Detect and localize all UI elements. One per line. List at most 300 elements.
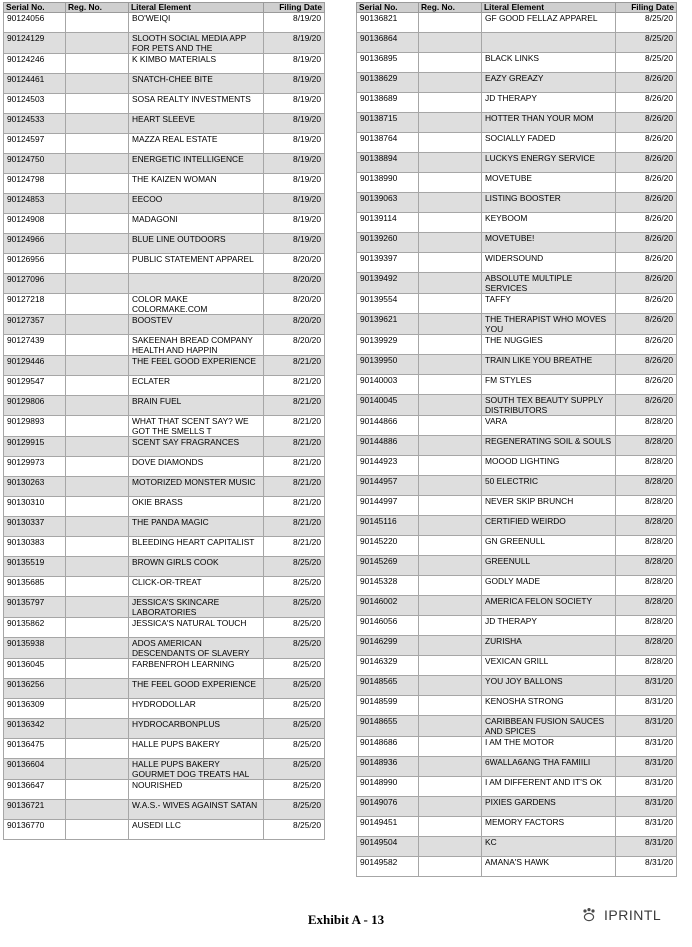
cell-reg [419,355,482,375]
cell-literal: JD THERAPY [482,93,616,113]
table-row [357,213,677,233]
col-header-serial: Serial No. [357,3,419,13]
table-row [4,335,325,356]
cell-reg [66,537,129,557]
col-header-reg: Reg. No. [419,3,482,13]
cell-literal: THE PANDA MAGIC [129,517,264,537]
table-row [357,716,677,737]
cell-date: 8/19/20 [264,94,325,114]
cell-serial: 90126956 [4,254,66,274]
cell-date: 8/19/20 [264,33,325,54]
cell-date: 8/25/20 [264,780,325,800]
cell-literal: BLACK LINKS [482,53,616,73]
cell-serial: 90145220 [357,536,419,556]
cell-reg [66,416,129,437]
cell-literal: THE FEEL GOOD EXPERIENCE [129,356,264,376]
table-row [4,376,325,396]
table-row [4,820,325,840]
col-header-literal: Literal Element [482,3,616,13]
cell-date: 8/26/20 [616,294,677,314]
cell-date: 8/26/20 [616,93,677,113]
cell-date: 8/25/20 [264,739,325,759]
cell-reg [66,699,129,719]
cell-literal: W.A.S.- WIVES AGAINST SATAN [129,800,264,820]
table-row [4,800,325,820]
cell-serial: 90136721 [4,800,66,820]
cell-serial: 90139929 [357,335,419,355]
cell-reg [419,233,482,253]
cell-date: 8/19/20 [264,214,325,234]
table-row [4,659,325,679]
table-row [357,696,677,716]
cell-date: 8/31/20 [616,777,677,797]
cell-serial: 90146056 [357,616,419,636]
cell-date: 8/25/20 [264,659,325,679]
cell-date: 8/28/20 [616,456,677,476]
cell-date: 8/21/20 [264,457,325,477]
cell-reg [419,556,482,576]
table-row [357,93,677,113]
cell-literal: ECLATER [129,376,264,396]
table-row [4,416,325,437]
cell-reg [66,477,129,497]
table-row [357,53,677,73]
table-row [357,476,677,496]
table-row [4,294,325,315]
cell-literal: BLEEDING HEART CAPITALIST [129,537,264,557]
cell-literal: TRAIN LIKE YOU BREATHE [482,355,616,375]
cell-reg [419,314,482,335]
cell-serial: 90138689 [357,93,419,113]
cell-date: 8/26/20 [616,395,677,416]
cell-date: 8/19/20 [264,114,325,134]
cell-literal: MOVETUBE! [482,233,616,253]
cell-date: 8/28/20 [616,656,677,676]
cell-date: 8/26/20 [616,173,677,193]
cell-literal: ZURISHA [482,636,616,656]
cell-reg [419,273,482,294]
cell-literal: ABSOLUTE MULTIPLE SERVICES [482,273,616,294]
table-row [357,253,677,273]
cell-reg [419,73,482,93]
cell-serial: 90130310 [4,497,66,517]
table-row [4,74,325,94]
col-header-serial: Serial No. [4,3,66,13]
table-row [4,597,325,618]
cell-serial: 90124533 [4,114,66,134]
table-row [357,596,677,616]
cell-date: 8/28/20 [616,536,677,556]
cell-date: 8/19/20 [264,154,325,174]
table-body [4,13,325,840]
cell-reg [419,173,482,193]
cell-literal: KENOSHA STRONG [482,696,616,716]
cell-reg [419,53,482,73]
cell-literal: GODLY MADE [482,576,616,596]
cell-date: 8/25/20 [616,13,677,33]
cell-literal: WHAT THAT SCENT SAY? WE GOT THE SMELLS T [129,416,264,437]
cell-reg [66,376,129,396]
cell-serial: 90139950 [357,355,419,375]
cell-serial: 90130383 [4,537,66,557]
cell-date: 8/25/20 [264,577,325,597]
cell-reg [419,576,482,596]
trademark-table-right [356,2,677,877]
cell-reg [66,739,129,759]
table-row [4,114,325,134]
cell-reg [66,174,129,194]
cell-serial: 90138715 [357,113,419,133]
cell-reg [66,114,129,134]
cell-literal: BLUE LINE OUTDOORS [129,234,264,254]
cell-serial: 90149451 [357,817,419,837]
cell-reg [66,274,129,294]
cell-literal: OKIE BRASS [129,497,264,517]
cell-reg [66,294,129,315]
table-row [357,516,677,536]
cell-serial: 90124966 [4,234,66,254]
table-row [357,737,677,757]
cell-serial: 90146002 [357,596,419,616]
cell-literal: ENERGETIC INTELLIGENCE [129,154,264,174]
cell-reg [419,294,482,314]
cell-date: 8/21/20 [264,437,325,457]
cell-literal: AMERICA FELON SOCIETY [482,596,616,616]
table-row [4,437,325,457]
table-row [4,557,325,577]
cell-reg [66,780,129,800]
table-row [4,719,325,739]
cell-literal: SOSA REALTY INVESTMENTS [129,94,264,114]
cell-reg [66,33,129,54]
cell-serial: 90146299 [357,636,419,656]
cell-reg [419,656,482,676]
table-row [357,233,677,253]
cell-serial: 90129893 [4,416,66,437]
cell-literal: SOUTH TEX BEAUTY SUPPLY DISTRIBUTORS [482,395,616,416]
cell-reg [419,616,482,636]
table-row [4,457,325,477]
cell-date: 8/20/20 [264,274,325,294]
table-row [357,395,677,416]
table-row [4,759,325,780]
cell-reg [419,395,482,416]
cell-date: 8/20/20 [264,335,325,356]
table-row [4,638,325,659]
cell-literal: AUSEDI LLC [129,820,264,840]
cell-date: 8/28/20 [616,416,677,436]
table-row [4,94,325,114]
cell-reg [66,597,129,618]
table-row [4,274,325,294]
cell-serial: 90129973 [4,457,66,477]
cell-literal: GF GOOD FELLAZ APPAREL [482,13,616,33]
cell-reg [419,33,482,53]
cell-date: 8/25/20 [264,557,325,577]
cell-literal: HALLE PUPS BAKERY GOURMET DOG TREATS HAL [129,759,264,780]
cell-serial: 90127439 [4,335,66,356]
cell-literal: SOCIALLY FADED [482,133,616,153]
cell-date: 8/26/20 [616,335,677,355]
table-row [4,194,325,214]
col-header-literal: Literal Element [129,3,264,13]
cell-reg [66,254,129,274]
cell-literal: LUCKYS ENERGY SERVICE [482,153,616,173]
cell-literal: 6WALLA6ANG THA FAMIILI [482,757,616,777]
table-row [357,13,677,33]
cell-literal: PUBLIC STATEMENT APPAREL [129,254,264,274]
table-row [357,797,677,817]
cell-reg [66,557,129,577]
cell-serial: 90124853 [4,194,66,214]
table-row [357,416,677,436]
table-header-row [357,3,677,13]
cell-date: 8/19/20 [264,74,325,94]
cell-date: 8/26/20 [616,355,677,375]
table-row [357,273,677,294]
cell-literal: ADOS AMERICAN DESCENDANTS OF SLAVERY [129,638,264,659]
cell-date: 8/28/20 [616,576,677,596]
cell-serial: 90136604 [4,759,66,780]
trademark-table-left [3,2,325,840]
cell-date: 8/28/20 [616,496,677,516]
cell-literal: JD THERAPY [482,616,616,636]
cell-literal: SCENT SAY FRAGRANCES [129,437,264,457]
cell-serial: 90124503 [4,94,66,114]
cell-date: 8/21/20 [264,376,325,396]
table-row [357,456,677,476]
cell-date: 8/21/20 [264,537,325,557]
table-row [4,739,325,759]
cell-literal: FARBENFROH LEARNING [129,659,264,679]
table-body [357,13,677,877]
cell-date: 8/28/20 [616,516,677,536]
cell-serial: 90144923 [357,456,419,476]
table-row [357,73,677,93]
cell-serial: 90124597 [4,134,66,154]
cell-literal: GN GREENULL [482,536,616,556]
cell-date: 8/20/20 [264,294,325,315]
cell-literal: 50 ELECTRIC [482,476,616,496]
cell-serial: 90135862 [4,618,66,638]
cell-reg [419,436,482,456]
table-row [357,153,677,173]
table-row [357,837,677,857]
cell-literal: BRAIN FUEL [129,396,264,416]
cell-reg [66,577,129,597]
cell-serial: 90124908 [4,214,66,234]
cell-date: 8/31/20 [616,676,677,696]
cell-serial: 90127357 [4,315,66,335]
table-row [4,517,325,537]
cell-serial: 90146329 [357,656,419,676]
cell-serial: 90136864 [357,33,419,53]
cell-literal: CLICK-OR-TREAT [129,577,264,597]
cell-serial: 90145116 [357,516,419,536]
cell-literal: NOURISHED [129,780,264,800]
cell-reg [66,94,129,114]
cell-literal: THE NUGGIES [482,335,616,355]
cell-reg [419,857,482,877]
cell-literal: SNATCH-CHEE BITE [129,74,264,94]
cell-date: 8/25/20 [264,638,325,659]
cell-serial: 90138629 [357,73,419,93]
cell-date: 8/31/20 [616,837,677,857]
cell-serial: 90144866 [357,416,419,436]
cell-serial: 90139492 [357,273,419,294]
cell-date: 8/25/20 [264,699,325,719]
cell-serial: 90129806 [4,396,66,416]
cell-date: 8/28/20 [616,556,677,576]
cell-date: 8/26/20 [616,193,677,213]
cell-reg [419,817,482,837]
watermark-text: IPRINTL [604,907,662,923]
cell-literal: BROWN GIRLS COOK [129,557,264,577]
table-row [357,33,677,53]
cell-literal [129,274,264,294]
cell-reg [66,214,129,234]
table-row [357,777,677,797]
cell-reg [66,74,129,94]
cell-date: 8/31/20 [616,696,677,716]
cell-serial: 90149076 [357,797,419,817]
cell-reg [66,497,129,517]
cell-reg [419,516,482,536]
cell-serial: 90124750 [4,154,66,174]
cell-serial: 90136895 [357,53,419,73]
cell-date: 8/19/20 [264,194,325,214]
cell-literal: EECOO [129,194,264,214]
cell-date: 8/25/20 [264,759,325,780]
table-row [357,375,677,395]
cell-serial: 90124056 [4,13,66,33]
cell-date: 8/25/20 [264,800,325,820]
table-row [4,577,325,597]
cell-literal: WIDERSOUND [482,253,616,273]
cell-reg [66,335,129,356]
table-row [4,13,325,33]
cell-literal: THE THERAPIST WHO MOVES YOU [482,314,616,335]
table-row [357,113,677,133]
cell-serial: 90148936 [357,757,419,777]
cell-reg [66,356,129,376]
cell-serial: 90145269 [357,556,419,576]
cell-literal: KEYBOOM [482,213,616,233]
cell-date: 8/28/20 [616,436,677,456]
cell-reg [419,636,482,656]
cell-serial: 90135797 [4,597,66,618]
col-header-date: Filing Date [264,3,325,13]
cell-date: 8/25/20 [264,679,325,699]
cell-serial: 90139114 [357,213,419,233]
cell-literal: AMANA'S HAWK [482,857,616,877]
cell-date: 8/31/20 [616,857,677,877]
cell-literal: SLOOTH SOCIAL MEDIA APP FOR PETS AND THE [129,33,264,54]
table-row [357,193,677,213]
cell-serial: 90135938 [4,638,66,659]
cell-serial: 90136045 [4,659,66,679]
cell-serial: 90136475 [4,739,66,759]
cell-serial: 90144997 [357,496,419,516]
cell-reg [66,154,129,174]
cell-literal: CERTIFIED WEIRDO [482,516,616,536]
cell-reg [66,457,129,477]
table-row [357,173,677,193]
table-row [4,537,325,557]
cell-literal: YOU JOY BALLONS [482,676,616,696]
cell-date: 8/26/20 [616,113,677,133]
cell-date: 8/31/20 [616,817,677,837]
cell-reg [66,719,129,739]
cell-literal: LISTING BOOSTER [482,193,616,213]
cell-date: 8/26/20 [616,375,677,395]
cell-literal: FM STYLES [482,375,616,395]
cell-serial: 90149582 [357,857,419,877]
cell-literal: HYDROCARBONPLUS [129,719,264,739]
cell-serial: 90139554 [357,294,419,314]
table-row [357,436,677,456]
cell-serial: 90124461 [4,74,66,94]
cell-date: 8/26/20 [616,314,677,335]
cell-serial: 90148990 [357,777,419,797]
cell-literal: I AM DIFFERENT AND IT'S OK [482,777,616,797]
cell-date: 8/20/20 [264,315,325,335]
cell-serial: 90136309 [4,699,66,719]
cell-reg [419,113,482,133]
cell-date: 8/21/20 [264,477,325,497]
cell-serial: 90136770 [4,820,66,840]
table-row [4,174,325,194]
cell-date: 8/26/20 [616,253,677,273]
cell-literal: HALLE PUPS BAKERY [129,739,264,759]
cell-reg [419,716,482,737]
cell-serial: 90139621 [357,314,419,335]
cell-date: 8/19/20 [264,54,325,74]
cell-date: 8/28/20 [616,596,677,616]
table-row [4,54,325,74]
cell-literal: CARIBBEAN FUSION SAUCES AND SPICES [482,716,616,737]
cell-serial: 90127096 [4,274,66,294]
cell-reg [419,536,482,556]
cell-serial: 90139397 [357,253,419,273]
cell-reg [419,696,482,716]
table-header-row [4,3,325,13]
table-row [357,656,677,676]
cell-serial: 90136342 [4,719,66,739]
cell-reg [419,416,482,436]
cell-date: 8/26/20 [616,213,677,233]
table-row [357,857,677,877]
cell-reg [419,13,482,33]
cell-reg [419,133,482,153]
table-row [357,294,677,314]
cell-date: 8/21/20 [264,517,325,537]
cell-serial: 90124129 [4,33,66,54]
cell-serial: 90138990 [357,173,419,193]
cell-literal: GREENULL [482,556,616,576]
cell-reg [419,456,482,476]
cell-date: 8/31/20 [616,757,677,777]
cell-serial: 90145328 [357,576,419,596]
cell-literal: NEVER SKIP BRUNCH [482,496,616,516]
cell-literal: TAFFY [482,294,616,314]
cell-date: 8/26/20 [616,233,677,253]
cell-date: 8/25/20 [264,618,325,638]
cell-serial: 90138894 [357,153,419,173]
table-row [4,780,325,800]
cell-serial: 90139063 [357,193,419,213]
cell-literal: PIXIES GARDENS [482,797,616,817]
